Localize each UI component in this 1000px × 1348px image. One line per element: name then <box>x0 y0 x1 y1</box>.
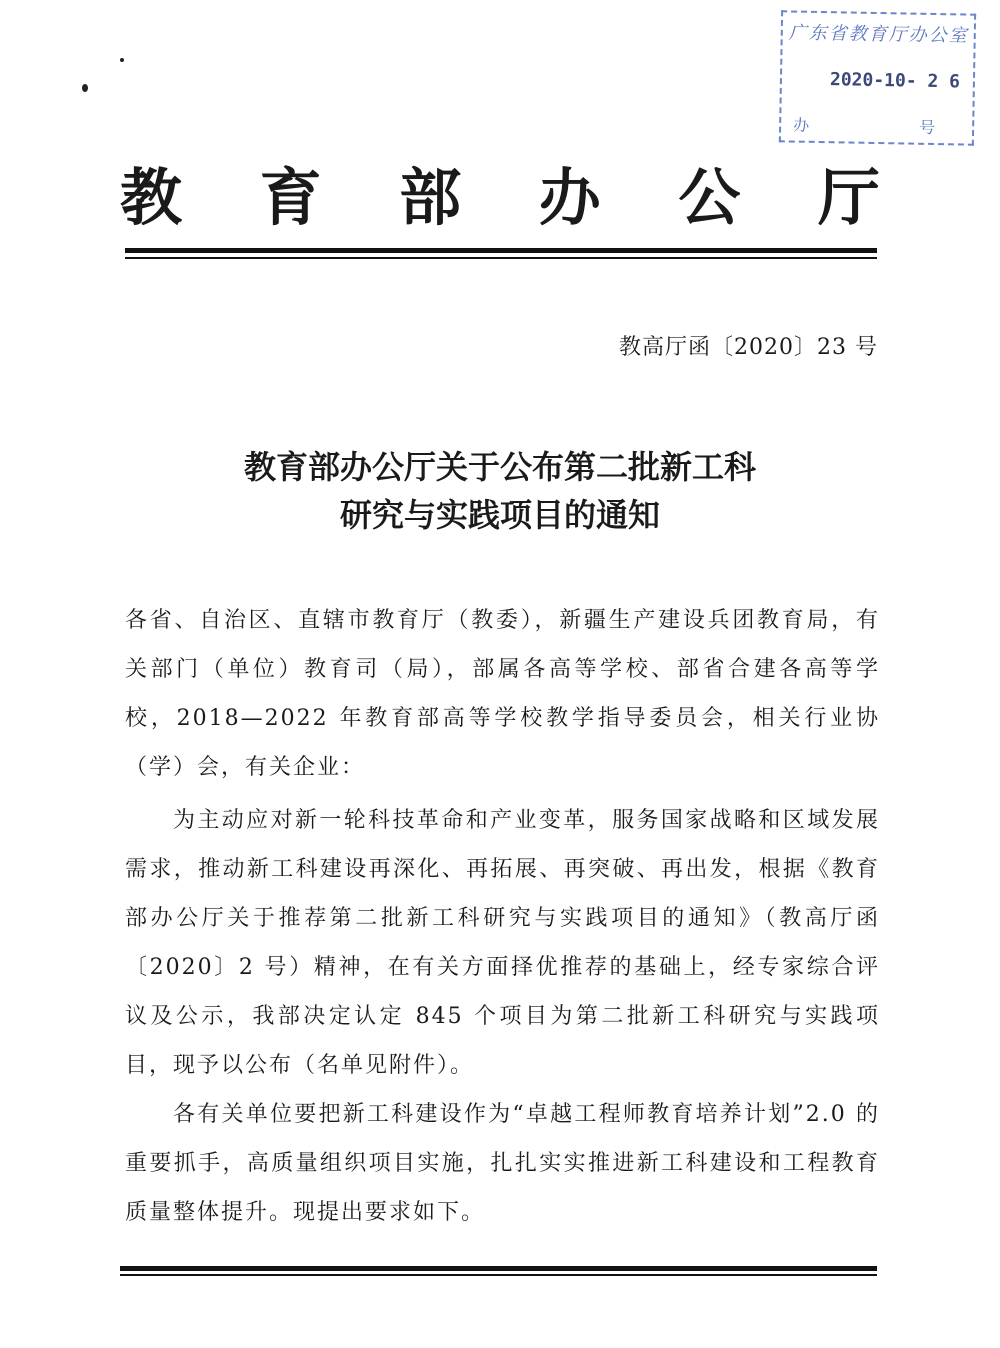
scan-speck <box>120 58 124 62</box>
header-rule-thin <box>125 257 877 259</box>
issuer-char: 办 <box>538 161 601 234</box>
stamp-label-right: 号 <box>918 117 936 138</box>
received-stamp <box>779 10 976 145</box>
footer-rule-thin <box>120 1274 877 1276</box>
body-paragraph: 各有关单位要把新工科建设作为“卓越工程师教育培养计划”2.0 的重要抓手，高质量组织项目实施，扎扎实实推进新工科建设和工程教育质量整体提升。现提出要求如下。 <box>125 1102 880 1225</box>
body-paragraph: 为主动应对新一轮科技革命和产业变革，服务国家战略和区域发展需求，推动新工科建设再深化、再拓展、再突破、再出发，根据《教育部办公厅关于推荐第二批新工科研究与实践项目的通知》（教高厅函〔2020〕2 号）精神，在有关方面择优推荐的基础上，经专家综合评议及公示，我部决定认定 845 个项目为第二批新工科研究与实践项目，现予以公布（名单见附件）。 <box>125 808 880 1078</box>
issuer-char: 部 <box>399 161 462 234</box>
issuer-header <box>120 148 880 237</box>
document-title-line1: 教育部办公厅关于公布第二批新工科 <box>243 448 756 486</box>
stamp-label-left: 办 <box>793 115 810 135</box>
scan-speck <box>82 84 88 92</box>
addressee-paragraph: 各省、自治区、直辖市教育厅（教委），新疆生产建设兵团教育局，有关部门（单位）教育司（局），部属各高等学校、部省合建各高等学校，2018—2022 年教育部高等学校教学指导委员会，相关行业协（学）会，有关企业： <box>125 608 880 780</box>
stamp-date: 2020-10- 2 6 <box>829 69 961 93</box>
document-number: 教高厅函〔2020〕23 号 <box>619 335 878 360</box>
issuer-char: 厅 <box>817 161 880 234</box>
stamp-office: 广东省教育厅办公室 <box>788 22 969 47</box>
issuer-char: 育 <box>259 161 322 234</box>
document-title-line2: 研究与实践项目的通知 <box>339 496 660 534</box>
footer-rule-thick <box>120 1266 877 1271</box>
issuer-char: 公 <box>678 161 741 234</box>
issuer-char: 教 <box>120 161 183 234</box>
header-rule-thick <box>125 248 877 253</box>
